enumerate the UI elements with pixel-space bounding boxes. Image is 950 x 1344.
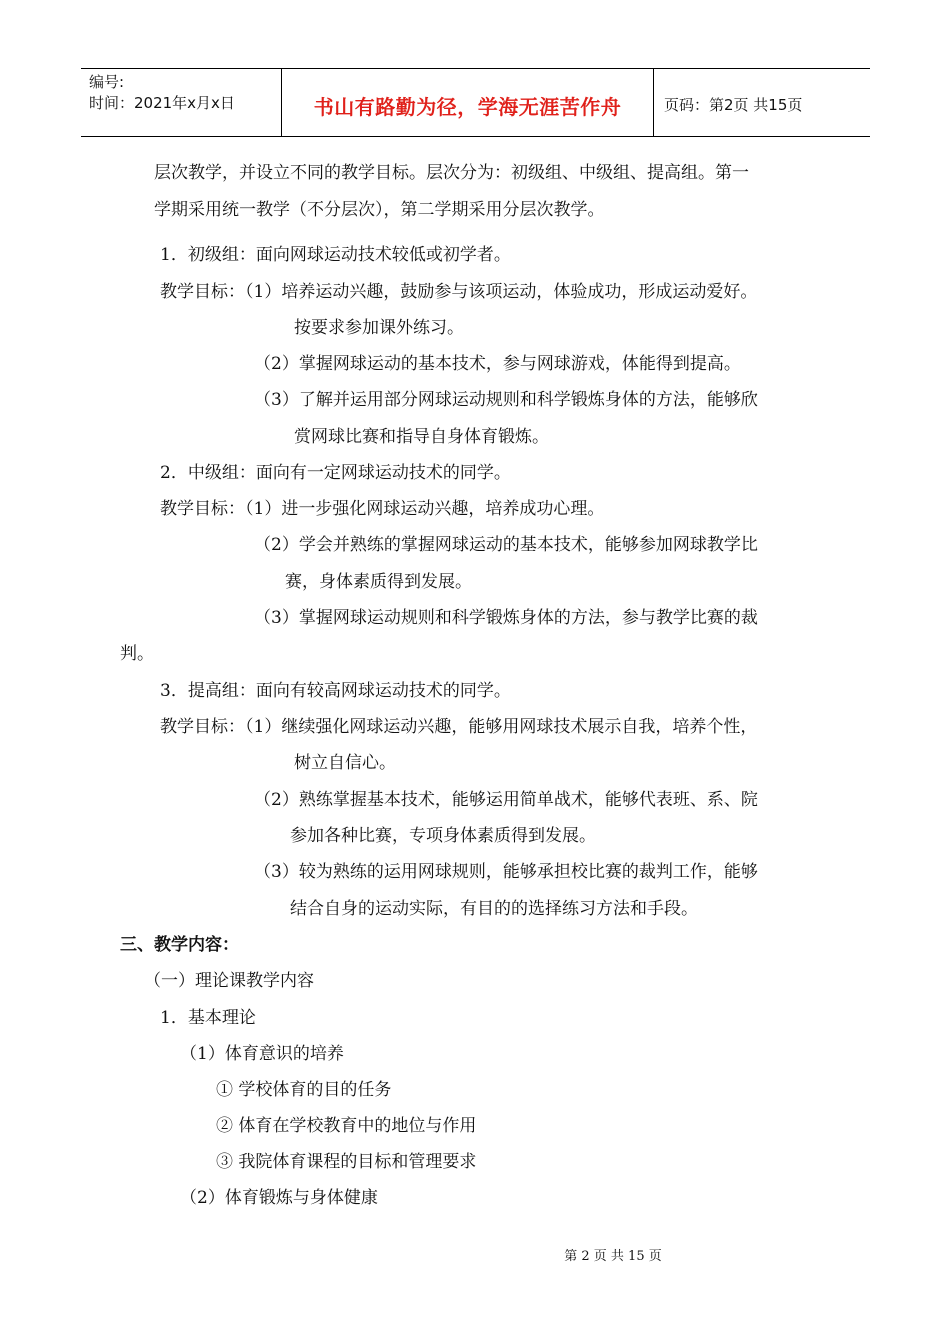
list-item: ② 体育在学校教育中的地位与作用	[216, 1116, 477, 1136]
header-page-label: 页码：第2页 共15页	[664, 96, 803, 114]
list-item: ① 学校体育的目的任务	[216, 1080, 392, 1100]
subsection-heading: （一）理论课教学内容	[144, 971, 314, 991]
body-line: （1）体育意识的培养	[180, 1044, 344, 1064]
body-line: 结合自身的运动实际，有目的的选择练习方法和手段。	[290, 899, 698, 919]
body-line: 教学目标：（1）继续强化网球运动兴趣，能够用网球技术展示自我，培养个性，	[160, 717, 758, 737]
body-line: 赛，身体素质得到发展。	[285, 572, 472, 592]
body-line: 教学目标：（1）进一步强化网球运动兴趣，培养成功心理。	[160, 499, 605, 519]
page-footer: 第 2 页 共 15 页	[564, 1249, 662, 1264]
body-line: （3）了解并运用部分网球运动规则和科学锻炼身体的方法，能够欣	[254, 390, 758, 410]
body-line: 赏网球比赛和指导自身体育锻炼。	[294, 427, 549, 447]
body-line: 判。	[120, 644, 154, 664]
body-line: （2）学会并熟练的掌握网球运动的基本技术，能够参加网球教学比	[254, 535, 758, 555]
body-line: （3）较为熟练的运用网球规则，能够承担校比赛的裁判工作，能够	[254, 862, 758, 882]
time-label: 时间：2021年x月x日	[89, 94, 235, 112]
list-item: ③ 我院体育课程的目标和管理要求	[216, 1152, 477, 1172]
header-meta-cell	[81, 69, 282, 136]
body-line: （2）体育锻炼与身体健康	[180, 1188, 378, 1208]
body-line: 2．中级组：面向有一定网球运动技术的同学。	[160, 463, 511, 483]
body-line: 学期采用统一教学（不分层次），第二学期采用分层次教学。	[154, 200, 605, 220]
body-line: （2）熟练掌握基本技术，能够运用简单战术，能够代表班、系、院	[254, 790, 758, 810]
header-motto: 书山有路勤为径，学海无涯苦作舟	[282, 69, 654, 136]
body-line: （3）掌握网球运动规则和科学锻炼身体的方法，参与教学比赛的裁	[254, 608, 758, 628]
section-heading: 三、教学内容：	[120, 935, 239, 955]
body-line: 树立自信心。	[294, 753, 396, 773]
body-line: 教学目标：（1）培养运动兴趣，鼓励参与该项运动，体验成功，形成运动爱好。	[160, 282, 758, 302]
document-header	[81, 68, 870, 137]
body-line: 3．提高组：面向有较高网球运动技术的同学。	[160, 681, 511, 701]
serial-label: 编号:	[89, 73, 125, 91]
body-line: 层次教学，并设立不同的教学目标。层次分为：初级组、中级组、提高组。第一	[154, 163, 749, 183]
body-line: 按要求参加课外练习。	[294, 318, 464, 338]
body-line: （2）掌握网球运动的基本技术，参与网球游戏，体能得到提高。	[254, 354, 741, 374]
body-line: 1．初级组：面向网球运动技术较低或初学者。	[160, 245, 511, 265]
body-line: 参加各种比赛，专项身体素质得到发展。	[290, 826, 596, 846]
body-line: 1．基本理论	[160, 1008, 256, 1028]
